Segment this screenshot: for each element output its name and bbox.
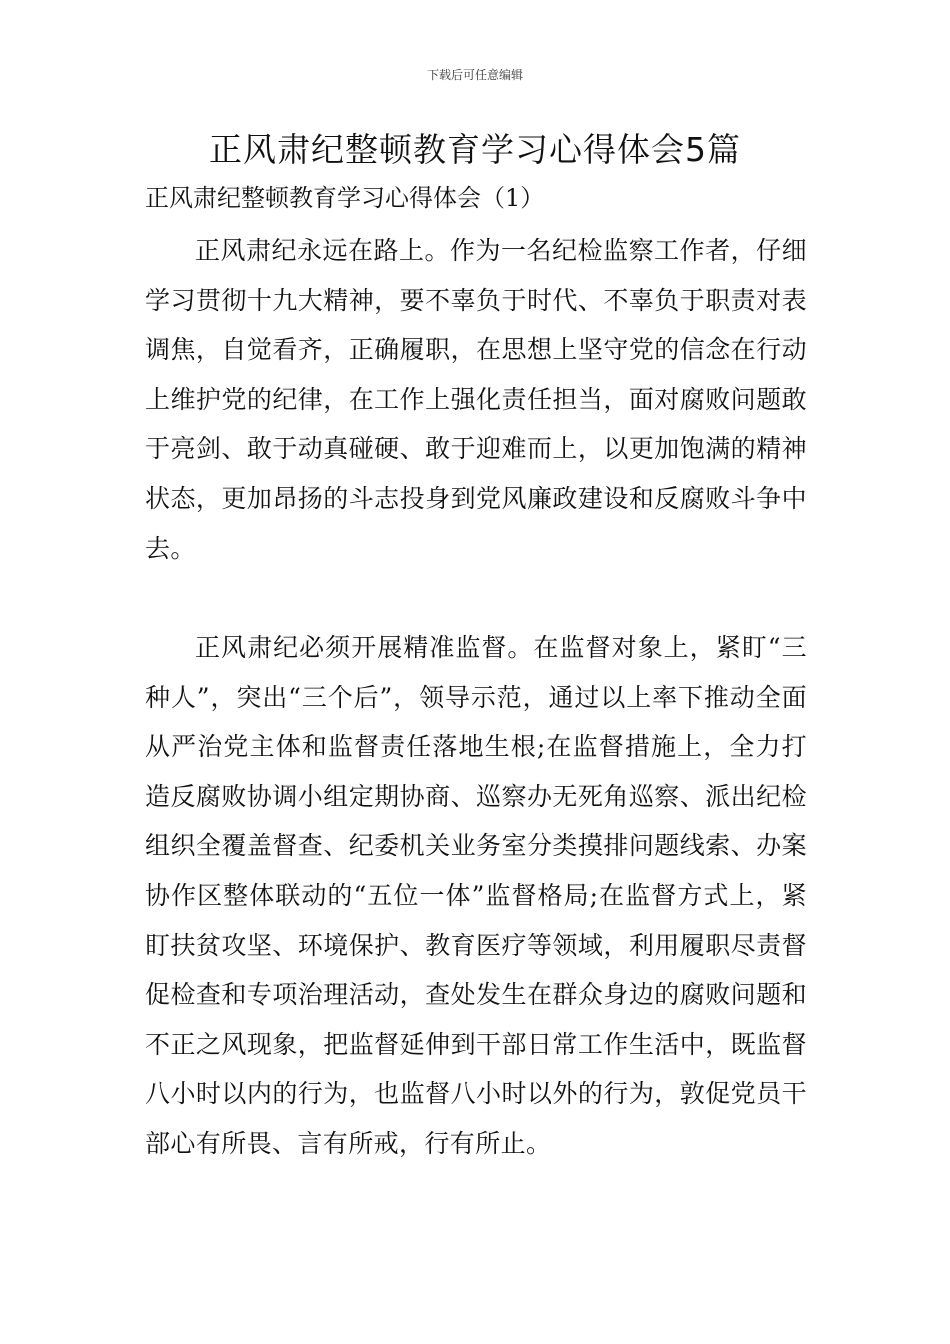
section-heading: 正风肃纪整顿教育学习心得体会（1） <box>145 184 545 212</box>
header-note: 下载后可任意编辑 <box>426 68 523 82</box>
paragraph-1: 正风肃纪永远在路上。作为一名纪检监察工作者，仔细学习贯彻十九大精神，要不辜负于时代、不辜负于职责对表调焦，自觉看齐，正确履职，在思想上坚守党的信念在行动上维护党的纪律，在工作上强化责任担当，面对腐败问题敢于亮剑、敢于动真碰硬、敢于迎难而上，以更加饱满的精神状态，更加昂扬的斗志投身到党风廉政建设和反腐败斗争中去。 <box>145 236 807 563</box>
paragraph-2: 正风肃纪必须开展精准监督。在监督对象上，紧盯“三种人”，突出“三个后”，领导示范，通过以上率下推动全面从严治党主体和监督责任落地生根;在监督措施上，全力打造反腐败协调小组定期协商、巡察办无死角巡察、派出纪检组织全覆盖督查、纪委机关业务室分类摸排问题线索、办案协作区整体联动的“五位一体”监督格局;在监督方式上，紧盯扶贫攻坚、环境保护、教育医疗等领域，利用履职尽责督促检查和专项治理活动，查处发生在群众身边的腐败问题和不正之风现象，把监督延伸到干部日常工作生活中，既监督八小时以内的行为，也监督八小时以外的行为，敦促党员干部心有所畏、言有所戒，行有所止。 <box>145 633 807 1158</box>
document-title: 正风肃纪整顿教育学习心得体会5篇 <box>209 130 741 169</box>
